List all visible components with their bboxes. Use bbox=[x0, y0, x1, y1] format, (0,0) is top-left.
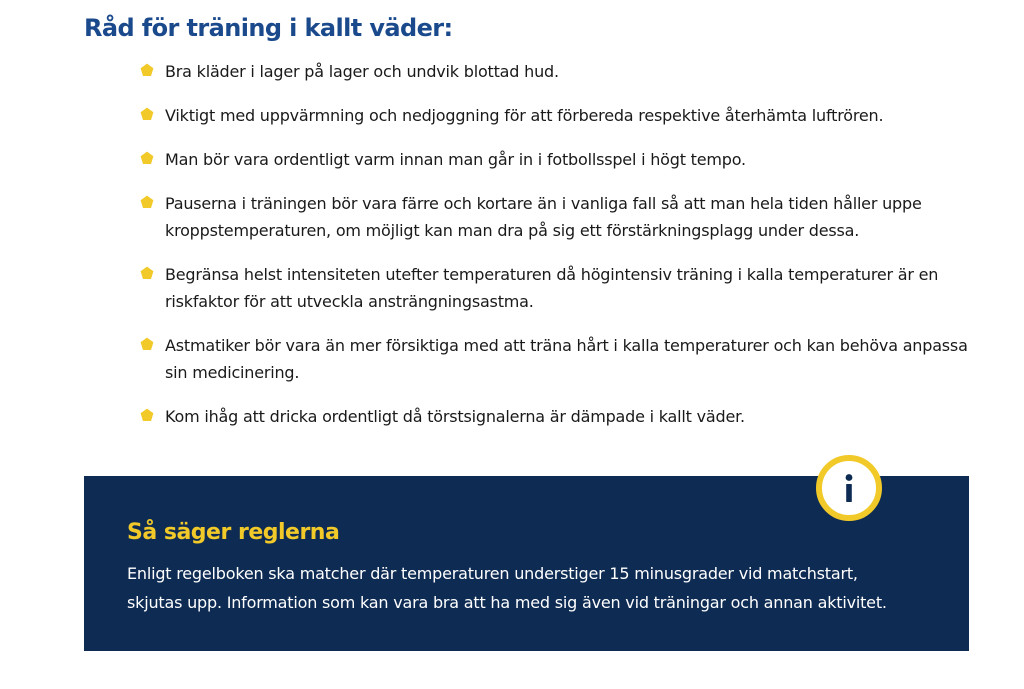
tip-text: Begränsa helst intensiteten utefter temperaturen då högintensiv träning i kalla temperaturer är en riskfaktor för att utveckla ansträngningsastma. bbox=[165, 265, 939, 311]
page-heading: Råd för träning i kallt väder: bbox=[84, 14, 453, 42]
list-item bbox=[138, 332, 988, 386]
list-item bbox=[138, 190, 988, 244]
list-item bbox=[138, 58, 988, 85]
tip-text: Kom ihåg att dricka ordentligt då törstsignalerna är dämpade i kallt väder. bbox=[165, 407, 745, 426]
list-item bbox=[138, 403, 988, 430]
pentagon-bullet-icon bbox=[140, 107, 154, 121]
tip-text: Bra kläder i lager på lager och undvik blottad hud. bbox=[165, 62, 559, 81]
info-icon bbox=[816, 455, 882, 521]
pentagon-bullet-icon bbox=[140, 337, 154, 351]
pentagon-bullet-icon bbox=[140, 151, 154, 165]
info-box-title: Så säger reglerna bbox=[127, 520, 340, 545]
tip-text: Man bör vara ordentligt varm innan man går in i fotbollsspel i högt tempo. bbox=[165, 150, 746, 169]
tip-text: Viktigt med uppvärmning och nedjoggning för att förbereda respektive återhämta luftrören. bbox=[165, 106, 884, 125]
info-box-text: Enligt regelboken ska matcher där temperaturen understiger 15 minusgrader vid matchstart, skjutas upp. Information som kan vara bra att ha med sig även vid träningar och annan aktivitet. bbox=[127, 564, 887, 612]
pentagon-bullet-icon bbox=[140, 266, 154, 280]
tip-text: Astmatiker bör vara än mer försiktiga med att träna hårt i kalla temperaturer och kan behöva anpassa sin medicinering. bbox=[165, 336, 968, 382]
info-glyph-icon bbox=[822, 461, 876, 515]
pentagon-bullet-icon bbox=[140, 63, 154, 77]
pentagon-bullet-icon bbox=[140, 408, 154, 422]
tips-list bbox=[138, 58, 988, 447]
tip-text: Pauserna i träningen bör vara färre och kortare än i vanliga fall så att man hela tiden håller uppe kroppstemperaturen, om möjligt kan man dra på sig ett förstärkningsplagg under dessa. bbox=[165, 194, 922, 240]
list-item bbox=[138, 261, 988, 315]
list-item bbox=[138, 146, 988, 173]
list-item bbox=[138, 102, 988, 129]
pentagon-bullet-icon bbox=[140, 195, 154, 209]
